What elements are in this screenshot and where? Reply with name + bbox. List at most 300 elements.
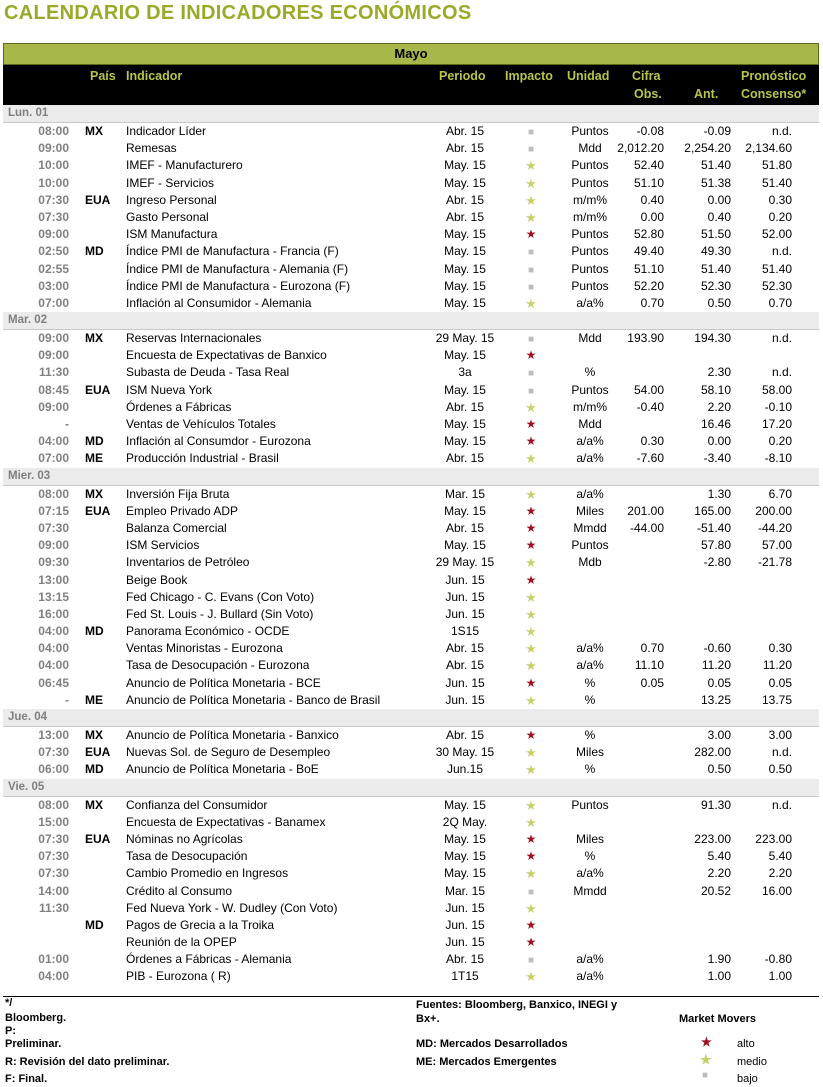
anterior-cell: 57.80 xyxy=(700,538,731,553)
periodo-cell: Abr. 15 xyxy=(445,658,485,673)
time-cell: 07:15 xyxy=(38,503,69,518)
table-row xyxy=(3,848,819,865)
yellow-star-icon: ★ xyxy=(525,641,537,657)
cifra-obs-cell: 52.80 xyxy=(633,227,664,242)
impacto-cell xyxy=(513,832,549,846)
pais-cell: MD xyxy=(85,917,104,932)
grey-square-icon: ■ xyxy=(527,368,535,380)
grey-square-icon: ■ xyxy=(527,264,535,276)
time-cell: 08:00 xyxy=(38,797,69,812)
indicador-cell: Indicador Líder xyxy=(126,124,207,138)
legend-bajo-icon: ■ xyxy=(702,1070,709,1081)
cifra-obs-cell: -44.00 xyxy=(629,520,664,535)
indicador-cell: Fed St. Louis - J. Bullard (Sin Voto) xyxy=(126,606,314,621)
unidad-cell: a/a% xyxy=(576,952,604,967)
consenso-cell: 2.20 xyxy=(768,866,792,881)
anterior-cell: 1.90 xyxy=(707,952,731,967)
unidad-cell: a/a% xyxy=(576,451,604,466)
consenso-cell: 3.00 xyxy=(768,728,792,742)
yellow-star-icon: ★ xyxy=(525,486,537,502)
cifra-obs-cell: 0.05 xyxy=(640,675,664,690)
unidad-cell: Puntos xyxy=(571,382,609,397)
anterior-cell: 2.20 xyxy=(707,866,731,881)
consenso-cell: 16.00 xyxy=(761,883,792,898)
cifra-obs-cell: 0.40 xyxy=(640,192,664,207)
unidad-cell: Puntos xyxy=(571,244,609,259)
consenso-cell: -0.80 xyxy=(764,952,792,967)
time-cell: 08:00 xyxy=(38,486,69,501)
day-label: Vie. 05 xyxy=(8,780,45,793)
consenso-cell: 17.20 xyxy=(761,417,792,431)
cifra-obs-cell: 52.40 xyxy=(633,158,664,173)
periodo-cell: Jun. 15 xyxy=(445,572,485,587)
consenso-cell: -8.10 xyxy=(764,451,792,466)
consenso-cell: 0.30 xyxy=(768,192,792,207)
red-star-icon: ★ xyxy=(525,728,537,742)
impacto-cell xyxy=(513,400,549,416)
indicador-cell: Subasta de Deuda - Tasa Real xyxy=(126,365,290,380)
time-cell: - xyxy=(65,692,69,707)
anterior-cell: 0.50 xyxy=(707,295,731,310)
anterior-cell: 0.05 xyxy=(707,675,731,690)
yellow-star-icon: ★ xyxy=(525,399,537,415)
unidad-cell: Miles xyxy=(575,745,604,760)
anterior-cell: -0.60 xyxy=(703,641,731,656)
indicador-cell: IMEF - Manufacturero xyxy=(126,158,243,173)
impacto-cell xyxy=(513,590,549,606)
legend-medio-icon: ★ xyxy=(700,1052,712,1067)
cifra-obs-cell: 201.00 xyxy=(627,503,664,518)
anterior-cell: 0.50 xyxy=(707,762,731,777)
impacto-cell xyxy=(513,227,549,241)
cifra-obs-cell: 2,012.20 xyxy=(617,141,664,156)
time-cell: 04:00 xyxy=(38,658,69,673)
time-cell: 07:30 xyxy=(38,192,69,207)
table-row xyxy=(3,347,819,364)
table-row xyxy=(3,692,819,709)
yellow-star-icon: ★ xyxy=(525,969,537,985)
yellow-star-icon: ★ xyxy=(525,589,537,605)
impacto-cell xyxy=(513,521,549,535)
impacto-cell xyxy=(513,658,549,674)
footer-note-1: */ xyxy=(5,997,13,1009)
yellow-star-icon: ★ xyxy=(525,814,537,830)
time-cell: 10:00 xyxy=(38,175,69,190)
table-row xyxy=(3,727,819,744)
table-row xyxy=(3,589,819,606)
red-star-icon: ★ xyxy=(525,831,537,846)
periodo-cell: Jun. 15 xyxy=(445,692,485,707)
anterior-cell: -0.09 xyxy=(703,124,731,138)
cifra-obs-cell: 0.00 xyxy=(640,209,664,224)
pais-cell: MD xyxy=(85,624,104,639)
indicador-cell: Inflación al Consumdor - Eurozona xyxy=(126,434,311,449)
day-label: Lun. 01 xyxy=(8,107,49,119)
table-row xyxy=(3,226,819,243)
cifra-obs-cell: 54.00 xyxy=(633,382,664,397)
anterior-cell: -3.40 xyxy=(703,451,731,466)
impacto-cell xyxy=(513,884,549,898)
unidad-cell: Puntos xyxy=(571,538,609,553)
table-body xyxy=(3,105,819,986)
header-cifra: Cifra xyxy=(632,69,661,83)
table-row xyxy=(3,900,819,917)
table-row xyxy=(3,814,819,831)
unidad-cell: a/a% xyxy=(576,969,604,984)
periodo-cell: Abr. 15 xyxy=(445,728,485,742)
consenso-cell: -21.78 xyxy=(757,555,792,570)
yellow-star-icon: ★ xyxy=(525,745,537,761)
unidad-cell: Mdd xyxy=(578,141,602,156)
header-unidad: Unidad xyxy=(567,69,610,83)
time-cell: 07:00 xyxy=(38,451,69,466)
consenso-cell: 5.40 xyxy=(768,849,792,864)
periodo-cell: Mar. 15 xyxy=(444,883,486,898)
time-cell: 09:00 xyxy=(38,141,69,156)
anterior-cell: 1.30 xyxy=(707,486,731,501)
footer-me: ME: Mercados Emergentes xyxy=(416,1056,557,1068)
grey-square-icon: ■ xyxy=(527,385,535,397)
indicador-cell: Nuevas Sol. de Seguro de Desempleo xyxy=(126,745,331,760)
table-row xyxy=(3,537,819,554)
anterior-cell: 51.40 xyxy=(700,158,731,173)
pais-cell: ME xyxy=(85,451,103,466)
impacto-cell xyxy=(513,487,549,503)
day-header xyxy=(3,312,819,330)
table-row xyxy=(3,761,819,778)
periodo-cell: May. 15 xyxy=(444,261,486,276)
calendar-table xyxy=(3,43,819,986)
impacto-cell xyxy=(513,693,549,709)
table-row xyxy=(3,295,819,312)
indicador-cell: Tasa de Desocupación - Eurozona xyxy=(126,658,310,673)
impacto-cell xyxy=(513,365,549,379)
time-cell: 03:00 xyxy=(38,278,69,293)
unidad-cell: Puntos xyxy=(571,261,609,276)
unidad-cell: m/m% xyxy=(573,209,607,224)
periodo-cell: May. 15 xyxy=(444,348,486,363)
time-cell: 09:00 xyxy=(38,538,69,553)
grey-square-icon: ■ xyxy=(527,144,535,156)
periodo-cell: May. 15 xyxy=(444,227,486,242)
pais-cell: EUA xyxy=(85,503,111,518)
time-cell: 02:50 xyxy=(38,244,69,259)
consenso-cell: 2,134.60 xyxy=(745,141,792,156)
periodo-cell: May. 15 xyxy=(444,158,486,173)
yellow-star-icon: ★ xyxy=(525,797,537,813)
periodo-cell: May. 15 xyxy=(444,831,486,846)
impacto-cell xyxy=(513,607,549,623)
yellow-star-icon: ★ xyxy=(525,192,537,208)
indicador-cell: Tasa de Desocupación xyxy=(126,849,248,864)
time-cell: 09:00 xyxy=(38,331,69,346)
impacto-cell xyxy=(513,296,549,312)
periodo-cell: Abr. 15 xyxy=(445,124,485,138)
consenso-cell: -0.10 xyxy=(764,399,792,414)
indicador-cell: ISM Manufactura xyxy=(126,227,218,242)
time-cell: 07:30 xyxy=(38,745,69,760)
periodo-cell: Abr. 15 xyxy=(445,451,485,466)
anterior-cell: -2.80 xyxy=(703,555,731,570)
cifra-obs-cell: 49.40 xyxy=(633,244,664,259)
pais-cell: MX xyxy=(85,728,103,742)
time-cell: - xyxy=(65,417,69,431)
table-row xyxy=(3,744,819,761)
footer-fuentes: Fuentes: Bloomberg, Banxico, INEGI y xyxy=(416,999,618,1011)
time-cell: 11:30 xyxy=(38,900,69,915)
time-cell: 11:30 xyxy=(38,365,69,380)
table-row xyxy=(3,917,819,934)
periodo-cell: May. 15 xyxy=(444,849,486,864)
grey-square-icon: ■ xyxy=(527,127,535,138)
unidad-cell: m/m% xyxy=(573,399,607,414)
yellow-star-icon: ★ xyxy=(525,900,537,916)
indicador-cell: Beige Book xyxy=(126,572,188,587)
time-cell: 04:00 xyxy=(38,641,69,656)
indicador-cell: Reservas Internacionales xyxy=(126,331,262,346)
day-header xyxy=(3,468,819,486)
impacto-cell xyxy=(513,279,549,293)
indicador-cell: Nóminas no Agrícolas xyxy=(126,831,243,846)
indicador-cell: Producción Industrial - Brasil xyxy=(126,451,279,466)
impacto-cell xyxy=(513,935,549,949)
periodo-cell: 30 May. 15 xyxy=(435,745,495,760)
indicador-cell: Empleo Privado ADP xyxy=(126,503,239,518)
header-periodo: Periodo xyxy=(439,69,486,83)
time-cell: 07:30 xyxy=(38,831,69,846)
header-ant: Ant. xyxy=(694,87,719,101)
pais-cell: MX xyxy=(85,486,103,501)
table-row xyxy=(3,261,819,278)
table-row xyxy=(3,657,819,674)
consenso-cell: 11.20 xyxy=(762,658,792,673)
indicador-cell: Órdenes a Fábricas - Alemania xyxy=(126,952,292,967)
consenso-cell: 51.40 xyxy=(761,175,792,190)
pais-cell: MD xyxy=(85,434,104,449)
anterior-cell: 20.52 xyxy=(700,883,731,898)
consenso-cell: 0.20 xyxy=(768,434,792,449)
indicador-cell: Anuncio de Política Monetaria - Banxico xyxy=(126,728,339,742)
pais-cell: EUA xyxy=(85,831,111,846)
table-row xyxy=(3,520,819,537)
time-cell: 02:55 xyxy=(38,261,69,276)
time-cell: 06:45 xyxy=(38,675,69,690)
time-cell: 09:30 xyxy=(38,555,69,570)
yellow-star-icon: ★ xyxy=(525,606,537,622)
impacto-cell xyxy=(513,918,549,932)
consenso-cell: n.d. xyxy=(771,797,792,812)
anterior-cell: 223.00 xyxy=(694,831,731,846)
anterior-cell: 51.38 xyxy=(700,175,731,190)
yellow-star-icon: ★ xyxy=(525,692,537,708)
impacto-cell xyxy=(513,762,549,778)
impacto-cell xyxy=(513,262,549,276)
legend-alto-label: alto xyxy=(737,1038,755,1050)
yellow-star-icon: ★ xyxy=(525,866,537,882)
consenso-cell: 0.20 xyxy=(768,209,792,224)
unidad-cell: % xyxy=(584,849,596,864)
yellow-star-icon: ★ xyxy=(525,158,537,174)
impacto-cell xyxy=(513,849,549,863)
pais-cell: MX xyxy=(85,124,103,138)
header-pais: País xyxy=(90,69,116,83)
anterior-cell: 165.00 xyxy=(694,503,731,518)
table-row xyxy=(3,416,819,433)
indicador-cell: Fed Nueva York - W. Dudley (Con Voto) xyxy=(126,900,338,915)
unidad-cell: Puntos xyxy=(571,227,609,242)
impacto-cell xyxy=(513,798,549,814)
cifra-obs-cell: 11.10 xyxy=(634,658,664,673)
impacto-cell xyxy=(513,417,549,431)
red-star-icon: ★ xyxy=(525,348,537,363)
pais-cell: ME xyxy=(85,692,103,707)
red-star-icon: ★ xyxy=(525,935,537,950)
indicador-cell: Reunión de la OPEP xyxy=(126,935,237,950)
anterior-cell: 51.40 xyxy=(700,261,731,276)
periodo-cell: Jun. 15 xyxy=(445,606,485,621)
periodo-cell: Mar. 15 xyxy=(444,486,486,501)
indicador-cell: Inventarios de Petróleo xyxy=(126,555,250,570)
cifra-obs-cell: 0.30 xyxy=(640,434,664,449)
periodo-cell: Jun. 15 xyxy=(445,675,485,690)
anterior-cell: 2,254.20 xyxy=(684,141,731,156)
table-row xyxy=(3,606,819,623)
unidad-cell: a/a% xyxy=(576,434,604,449)
periodo-cell: Jun. 15 xyxy=(445,589,485,604)
yellow-star-icon: ★ xyxy=(525,624,537,640)
impacto-cell xyxy=(513,141,549,155)
periodo-cell: Abr. 15 xyxy=(445,399,485,414)
indicador-cell: Índice PMI de Manufactura - Alemania (F) xyxy=(126,261,349,276)
day-label: Jue. 04 xyxy=(8,711,47,723)
page-title: CALENDARIO DE INDICADORES ECONÓMICOS xyxy=(4,2,472,24)
anterior-cell: 91.30 xyxy=(700,797,731,812)
table-row xyxy=(3,433,819,450)
consenso-cell: 0.05 xyxy=(768,675,792,690)
footer-note-2: Bloomberg. xyxy=(5,1012,67,1024)
time-cell: 07:30 xyxy=(38,849,69,864)
cifra-obs-cell: 0.70 xyxy=(640,641,664,656)
impacto-cell xyxy=(513,728,549,742)
table-row xyxy=(3,951,819,968)
indicador-cell: Inversión Fija Bruta xyxy=(126,486,230,501)
unidad-cell: Mmdd xyxy=(573,520,607,535)
time-cell: 08:00 xyxy=(38,124,69,138)
unidad-cell: Puntos xyxy=(571,278,609,293)
consenso-cell: 223.00 xyxy=(755,831,792,846)
impacto-cell xyxy=(513,745,549,761)
periodo-cell: Abr. 15 xyxy=(445,141,485,156)
header-indicador: Indicador xyxy=(126,69,183,83)
time-cell: 13:00 xyxy=(38,572,69,587)
anterior-cell: 282.00 xyxy=(694,745,731,760)
unidad-cell: Puntos xyxy=(571,158,609,173)
indicador-cell: Crédito al Consumo xyxy=(126,883,233,898)
grey-square-icon: ■ xyxy=(527,886,535,898)
header-obs: Obs. xyxy=(634,87,662,101)
impacto-cell xyxy=(513,573,549,587)
table-row xyxy=(3,399,819,416)
time-cell: 09:00 xyxy=(38,399,69,414)
table-row xyxy=(3,382,819,399)
table-row xyxy=(3,797,819,814)
unidad-cell: Puntos xyxy=(571,797,609,812)
unidad-cell: Puntos xyxy=(571,175,609,190)
anterior-cell: 0.00 xyxy=(707,192,731,207)
impacto-cell xyxy=(513,210,549,226)
impacto-cell xyxy=(513,969,549,985)
impacto-cell xyxy=(513,158,549,174)
periodo-cell: May. 15 xyxy=(444,538,486,553)
header-consenso: Consenso* xyxy=(741,87,807,101)
grey-square-icon: ■ xyxy=(527,334,535,346)
table-row xyxy=(3,865,819,882)
unidad-cell: Mdb xyxy=(578,555,602,570)
unidad-cell: a/a% xyxy=(576,866,604,881)
cifra-obs-cell: 193.90 xyxy=(627,331,664,346)
pais-cell: EUA xyxy=(85,745,111,760)
periodo-cell: Jun. 15 xyxy=(445,900,485,915)
periodo-cell: Abr. 15 xyxy=(445,192,485,207)
cifra-obs-cell: 0.70 xyxy=(640,295,664,310)
cifra-obs-cell: -7.60 xyxy=(636,451,664,466)
periodo-cell: Jun. 15 xyxy=(445,917,485,932)
consenso-cell: 51.80 xyxy=(761,158,792,173)
time-cell: 16:00 xyxy=(38,606,69,621)
footer-note-5: R: Revisión del dato preliminar. xyxy=(5,1056,170,1068)
periodo-cell: Abr. 15 xyxy=(445,209,485,224)
periodo-cell: 29 May. 15 xyxy=(435,331,495,346)
periodo-cell: Abr. 15 xyxy=(445,952,485,967)
anterior-cell: -51.40 xyxy=(696,520,731,535)
anterior-cell: 0.00 xyxy=(707,434,731,449)
anterior-cell: 13.25 xyxy=(700,692,731,707)
legend-bajo-label: bajo xyxy=(737,1073,758,1085)
indicador-cell: Anuncio de Política Monetaria - BoE xyxy=(126,762,319,777)
yellow-star-icon: ★ xyxy=(525,209,537,225)
footer-fuentes-2: Bx+. xyxy=(416,1013,440,1025)
unidad-cell: Mdd xyxy=(578,417,602,431)
red-star-icon: ★ xyxy=(525,434,537,449)
impacto-cell xyxy=(513,676,549,690)
periodo-cell: 3a xyxy=(458,365,472,380)
indicador-cell: Cambio Promedio en Ingresos xyxy=(126,866,289,881)
table-row xyxy=(3,364,819,381)
time-cell: 07:30 xyxy=(38,520,69,535)
consenso-cell: n.d. xyxy=(771,365,792,380)
anterior-cell: 16.46 xyxy=(700,417,731,431)
red-star-icon: ★ xyxy=(525,849,537,864)
unidad-cell: m/m% xyxy=(573,192,607,207)
indicador-cell: Órdenes a Fábricas xyxy=(126,399,232,414)
red-star-icon: ★ xyxy=(525,538,537,553)
impacto-cell xyxy=(513,434,549,448)
indicador-cell: Fed Chicago - C. Evans (Con Voto) xyxy=(126,589,315,604)
impacto-cell xyxy=(513,815,549,831)
impacto-cell xyxy=(513,244,549,258)
indicador-cell: Gasto Personal xyxy=(126,209,209,224)
time-cell: 13:00 xyxy=(38,728,69,742)
anterior-cell: 49.30 xyxy=(700,244,731,259)
unidad-cell: % xyxy=(584,365,596,380)
impacto-cell xyxy=(513,952,549,966)
unidad-cell: % xyxy=(584,728,596,742)
yellow-star-icon: ★ xyxy=(525,451,537,467)
consenso-cell: 200.00 xyxy=(755,503,792,518)
periodo-cell: Abr. 15 xyxy=(445,520,485,535)
day-header xyxy=(3,779,819,797)
periodo-cell: May. 15 xyxy=(444,278,486,293)
